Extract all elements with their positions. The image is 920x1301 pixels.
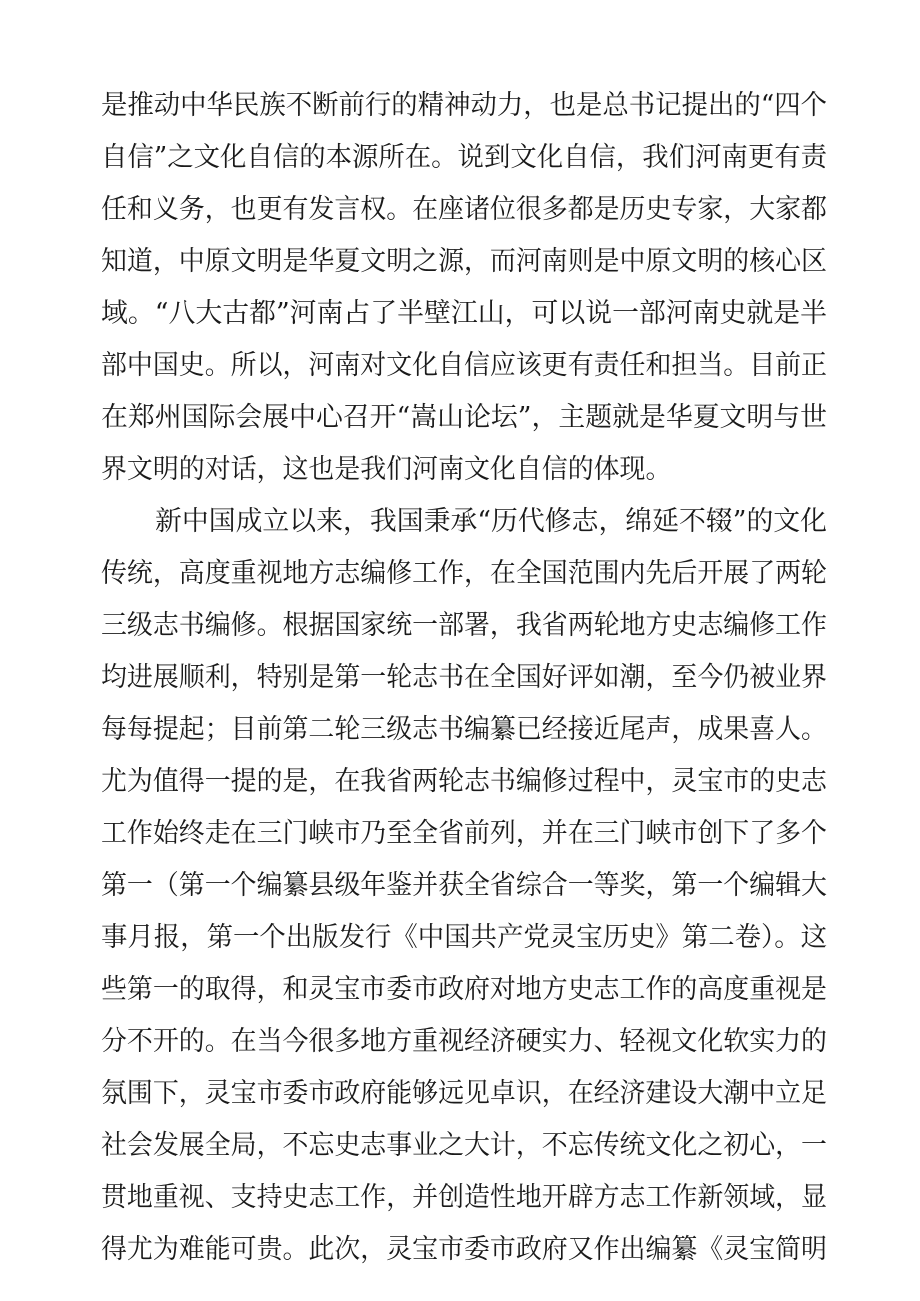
text-line-content: 些第一的取得，和灵宝市委市政府对地方史志工作的高度重视是 (101, 974, 827, 1005)
text-line-content: 工作始终走在三门峡市乃至全省前列，并在三门峡市创下了多个 (101, 818, 827, 849)
text-line (0, 915, 920, 967)
text-line-content: 任和义务，也更有发言权。在座诸位很多都是历史专家，大家都 (101, 194, 827, 225)
text-line (0, 967, 920, 1019)
text-line (0, 1175, 920, 1227)
text-line (0, 1123, 920, 1175)
text-line-content: 新中国成立以来，我国秉承“历代修志，绵延不辍”的文化 (155, 506, 828, 537)
text-line-content: 自信”之文化自信的本源所在。说到文化自信，我们河南更有责 (101, 142, 828, 173)
text-line (0, 1071, 920, 1123)
text-line (0, 655, 920, 707)
text-line (0, 343, 920, 395)
text-line-content: 三级志书编修。根据国家统一部署，我省两轮地方史志编修工作 (101, 610, 827, 641)
text-line-content: 传统，高度重视地方志编修工作，在全国范围内先后开展了两轮 (101, 558, 827, 589)
text-line (0, 135, 920, 187)
text-line (0, 239, 920, 291)
text-line-content: 分不开的。在当今很多地方重视经济硬实力、轻视文化软实力的 (101, 1026, 827, 1057)
text-line (0, 811, 920, 863)
text-line-content: 知道，中原文明是华夏文明之源，而河南则是中原文明的核心区 (101, 246, 827, 277)
text-line-content: 贯地重视、支持史志工作，并创造性地开辟方志工作新领域，显 (101, 1182, 827, 1213)
text-line (0, 1227, 920, 1279)
text-line (0, 1019, 920, 1071)
text-line (0, 447, 920, 499)
text-line (0, 863, 920, 915)
text-line (0, 83, 920, 135)
text-line-content: 得尤为难能可贵。此次，灵宝市委市政府又作出编纂《灵宝简明 (101, 1234, 827, 1265)
text-line-content: 部中国史。所以，河南对文化自信应该更有责任和担当。目前正 (101, 350, 827, 381)
text-line-content: 均进展顺利，特别是第一轮志书在全国好评如潮，至今仍被业界 (101, 662, 827, 693)
text-line-content: 氛围下，灵宝市委市政府能够远见卓识，在经济建设大潮中立足 (101, 1078, 827, 1109)
text-line (0, 187, 920, 239)
text-line (0, 291, 920, 343)
text-line (0, 551, 920, 603)
text-line-content: 界文明的对话，这也是我们河南文化自信的体现。 (101, 454, 672, 485)
text-line-content: 是推动中华民族不断前行的精神动力，也是总书记提出的“四个 (101, 90, 828, 121)
text-line-content: 尤为值得一提的是，在我省两轮志书编修过程中，灵宝市的史志 (101, 766, 827, 797)
text-line (0, 707, 920, 759)
text-line-content: 域。“八大古都”河南占了半壁江山，可以说一部河南史就是半 (101, 298, 828, 329)
text-line-content: 每每提起；目前第二轮三级志书编纂已经接近尾声，成果喜人。 (101, 714, 827, 745)
text-line-content: 在郑州国际会展中心召开“嵩山论坛”，主题就是华夏文明与世 (101, 402, 828, 433)
text-line (0, 499, 920, 551)
text-line-content: 第一（第一个编纂县级年鉴并获全省综合一等奖，第一个编辑大 (101, 870, 827, 901)
text-line-content: 社会发展全局，不忘史志事业之大计，不忘传统文化之初心，一 (101, 1130, 827, 1161)
text-line (0, 603, 920, 655)
text-line (0, 395, 920, 447)
text-line (0, 759, 920, 811)
text-line-content: 事月报，第一个出版发行《中国共产党灵宝历史》第二卷）。这 (101, 922, 828, 953)
